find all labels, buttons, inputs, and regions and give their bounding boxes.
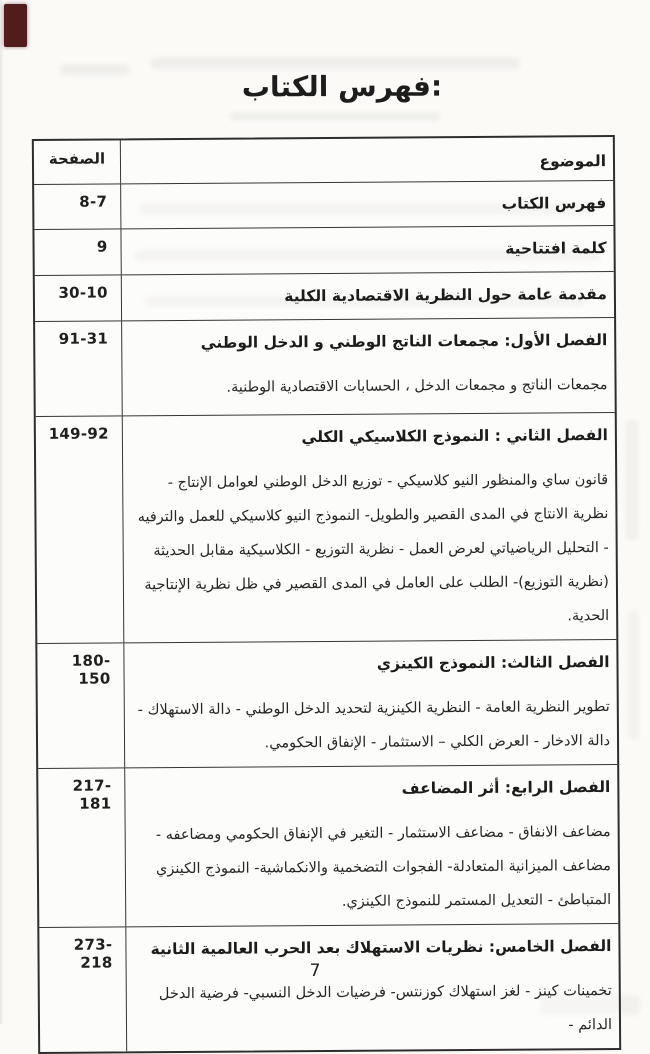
- bleed-through-artifact: [628, 610, 639, 740]
- row-description: قانون ساي والمنظور النيو كلاسيكي - توزيع الدخل الوطني لعوامل الإنتاج - نظرية الانتاج في المدى القصير والطويل- النموذج النيو كلاسيكي للعمل والترفيه - التحليل الرياضياتي لعرض العمل - نظرية التوزيع - الكلاسيكية مقابل الحديثة (نظرية التوزيع)- الطلب على العامل في المدى القصير في ظل نظرية الإنتاجية الحدية.: [137, 472, 610, 625]
- column-header-pages: الصفحة: [34, 140, 121, 184]
- row-pages: 8-7: [34, 184, 121, 229]
- page-title: فهرس الكتاب:: [241, 69, 443, 104]
- toc-row: [35, 272, 614, 322]
- bleed-through-artifact: [150, 58, 520, 69]
- row-subject: الفصل الخامس: نظريات الاستهلاك بعد الحرب العالمية الثانية: [150, 937, 612, 959]
- scan-corner-mark: [4, 4, 27, 47]
- toc-row: [34, 226, 613, 276]
- bleed-through-artifact: [230, 112, 440, 121]
- row-description: تطوير النظرية العامة - النظرية الكينزية لتحديد الدخل الوطني - دالة الاستهلاك - دالة الادخار - العرض الكلي – الاستثمار - الإنفاق الحكومي.: [137, 699, 611, 752]
- toc-row: [36, 413, 617, 644]
- row-pages: 91-31: [35, 321, 123, 416]
- row-subject: الفصل الثالث: النموذج الكينزي: [376, 653, 610, 673]
- toc-row: [34, 181, 613, 230]
- toc-row: [37, 640, 617, 769]
- toc-row: [38, 765, 618, 928]
- row-description: تخمينات كينز - لغز استهلاك كوزنتس- فرضيات الدخل النسبي- فرضية الدخل الدائم -: [158, 983, 613, 1034]
- row-subject: الفصل الأول: مجمعات الناتج الوطني و الدخل الوطني: [200, 331, 608, 352]
- row-subject: الفصل الرابع: أثر المضاعف: [401, 778, 611, 798]
- row-description: مجمعات الناتج و مجمعات الدخل ، الحسابات الاقتصادية الوطنية.: [226, 377, 608, 396]
- row-pages: 9: [34, 229, 121, 275]
- row-pages: 149-92: [36, 416, 125, 643]
- page-number: 7: [309, 961, 321, 981]
- row-pages: 273-218: [39, 927, 127, 1052]
- table-header-row: [34, 137, 613, 185]
- toc-row: [39, 924, 619, 1052]
- row-description: مضاعف الانفاق - مضاعف الاستثمار - التغير في الإنفاق الحكومي ومضاعفه - مضاعف الميزانية المتعادلة- الفجوات التضخمية والانكماشية- النموذج الكينزي المتباطئ - التعديل المستمر للنموذج الكينزي.: [155, 824, 612, 910]
- row-subject: الفصل الثاني : النموذج الكلاسيكي الكلي: [301, 426, 608, 447]
- toc-row: [35, 318, 615, 417]
- row-subject: كلمة افتتاحية: [505, 239, 607, 258]
- bleed-through-artifact: [626, 420, 638, 540]
- row-pages: 180-150: [37, 643, 125, 768]
- row-pages: 30-10: [35, 275, 122, 321]
- scan-edge-shadow: [0, 0, 4, 1024]
- row-subject: فهرس الكتاب: [501, 194, 607, 213]
- column-header-subject: الموضوع: [539, 152, 607, 171]
- row-pages: 217-181: [38, 768, 126, 927]
- toc-table: [32, 135, 621, 1054]
- row-subject: مقدمة عامة حول النظرية الاقتصادية الكلية: [284, 285, 607, 306]
